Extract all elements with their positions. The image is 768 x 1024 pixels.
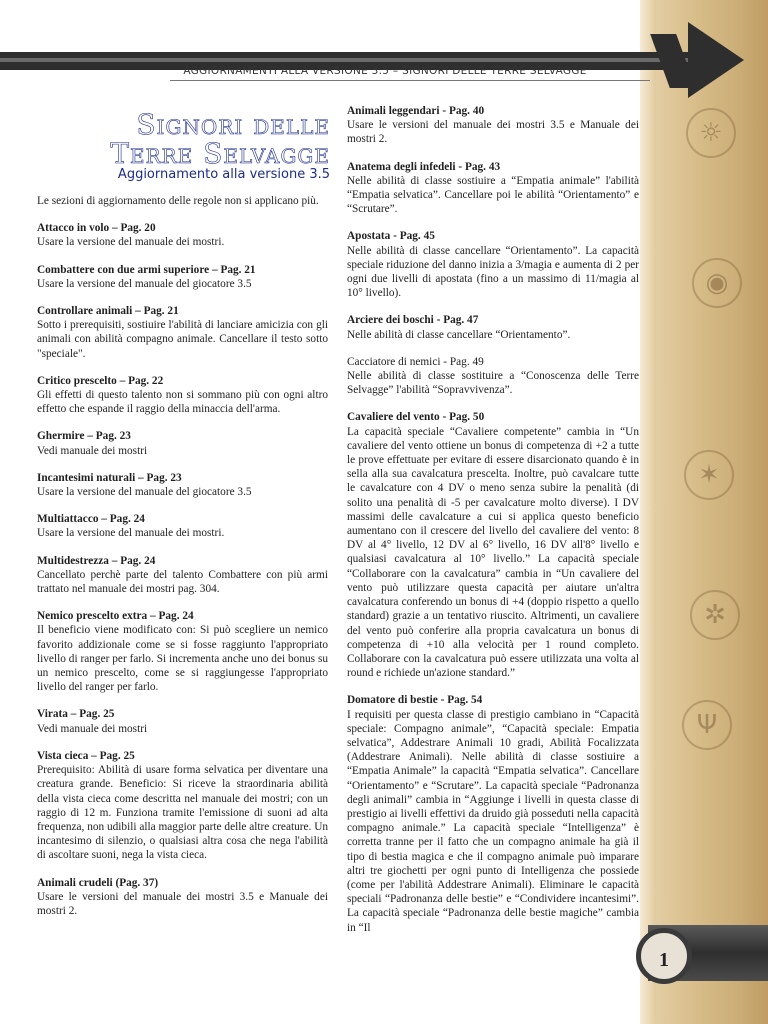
section-heading: Animali crudeli (Pag. 37) bbox=[37, 876, 159, 889]
section-entry bbox=[37, 429, 328, 457]
section-text: Le sezioni di aggiornamento delle regole non si applicano più. bbox=[37, 195, 319, 207]
left-column bbox=[37, 194, 328, 931]
arrow-head-icon bbox=[688, 22, 744, 98]
section-text: Usare le versioni del manuale dei mostri 3.5 e Manuale dei mostri 2. bbox=[37, 890, 328, 917]
page-title-line-2: Terre Selvagge bbox=[110, 137, 330, 170]
section-text: Nelle abilità di classe sostituire a “Conoscenza delle Terre Selvagge” l'abilità “Sopravvivenza”. bbox=[347, 370, 639, 397]
section-entry bbox=[347, 693, 639, 934]
section-text: I requisiti per questa classe di prestigio cambiano in “Capacità speciale: Compagno animale”, “Capacità speciale: Empatia selvatica”, Addestrare Animali 10 gradi, Abilità Focalizzata (Addestrare Animali). Nelle abilità di classe sostiuire a “Empatia Animale” la capacità “Empatia selvatica”. Cancellare “Orientamento” e “Scrutare”. La capacità speciale “Padronanza degli animali” cambia in “Aggiunge i livelli in questa classe di prestigio ai livelli effettivi da druido già posseduti nella capacità compagno animale.” La capacità speciale “Intelligenza” è corretta tranne per il fatto che un compagno animale ha già il tipo di bestia magica e che il compagno animale può imparare altri tre giochetti per ogni punto di Intelligenza che possiede (come per l'abilità Addestrare Animali). Eliminare le capacità speciali “Padronanza delle bestie” e “Condividere incantesimi”. La capacità speciale “Padronanza delle bestie magiche” cambia in “Il bbox=[347, 708, 639, 934]
section-text: Il beneficio viene modificato con: Si può scegliere un nemico favorito addizionale come se si fosse raggiunto l'appropriato livello di ranger per farlo. Si incrementa anche uno dei bonus su un nemico prescelto, come se si raggiungesse l'appropriato livello del ranger per farlo. bbox=[37, 624, 328, 694]
section-text: Vedi manuale dei mostri bbox=[37, 722, 148, 735]
section-entry bbox=[37, 554, 328, 597]
section-heading: Cacciatore di nemici - Pag. 49 bbox=[347, 355, 484, 368]
section-entry bbox=[347, 355, 639, 398]
section-heading: Nemico prescelto extra – Pag. 24 bbox=[37, 610, 194, 623]
running-title: AGGIORNAMENTI ALLA VERSIONE 3.5 – SIGNORI DELLE TERRE SELVAGGE bbox=[183, 65, 587, 77]
section-heading: Critico prescelto – Pag. 22 bbox=[37, 374, 164, 387]
section-heading: Apostata - Pag. 45 bbox=[347, 230, 435, 243]
section-heading: Ghermire – Pag. 23 bbox=[37, 430, 131, 443]
section-heading: Attacco in volo – Pag. 20 bbox=[37, 222, 156, 235]
section-text: Usare la versione del manuale del giocatore 3.5 bbox=[37, 277, 252, 290]
section-entry bbox=[37, 609, 328, 694]
section-heading: Combattere con due armi superiore – Pag. 21 bbox=[37, 263, 256, 276]
section-heading: Animali leggendari - Pag. 40 bbox=[347, 105, 485, 117]
section-entry bbox=[37, 374, 328, 417]
star-rune-icon: ✶ bbox=[684, 450, 734, 500]
section-entry bbox=[37, 707, 328, 735]
section-text: Usare la versione del manuale del giocatore 3.5 bbox=[37, 486, 252, 499]
section-entry bbox=[37, 221, 328, 249]
section-text: Usare la versione del manuale dei mostri. bbox=[37, 527, 225, 540]
header-rule bbox=[170, 80, 650, 81]
sun-rune-icon: ☼ bbox=[686, 108, 736, 158]
section-heading: Incantesimi naturali – Pag. 23 bbox=[37, 471, 182, 484]
section-text: Gli effetti di questo talento non si sommano più con ogni altro effetto che espande il raggio della minaccia dell'arma. bbox=[37, 389, 328, 416]
section-heading: Multiattacco – Pag. 24 bbox=[37, 513, 145, 526]
section-text: Cancellato perchè parte del talento Combattere con più armi trattato nel manuale dei mostri pag. 304. bbox=[37, 568, 328, 596]
section-entry bbox=[37, 749, 328, 863]
page-title-line-1: Signori delle bbox=[136, 108, 330, 141]
section-heading: Domatore di bestie - Pag. 54 bbox=[347, 694, 483, 707]
section-text: Vedi manuale dei mostri bbox=[37, 444, 148, 457]
eye-rune-icon: ◉ bbox=[692, 258, 742, 308]
section-entry bbox=[37, 304, 328, 361]
section-entry bbox=[347, 229, 639, 300]
section-text: Prerequisito: Abilità di usare forma selvatica per diventare una creatura grande. Beneficio: Si riceve la straordinaria abilità della vista cieca come descritta nel manuale dei mostri; con un raggio di 12 m. Funziona tramite l'emissione di suoni ad alta frequenza, non udibili alla maggior parte delle altre creature. Un incantesimo di silenzio, o qualsiasi altra cosa che nega l'abilità di ascoltare suoni, nega la vista cieca. bbox=[37, 764, 328, 862]
page-title bbox=[40, 110, 330, 168]
right-column bbox=[347, 104, 639, 948]
section-entry bbox=[347, 410, 639, 680]
section-entry bbox=[347, 313, 639, 341]
wheel-rune-icon: ✲ bbox=[690, 590, 740, 640]
section-entry bbox=[347, 104, 639, 147]
section-entry bbox=[347, 160, 639, 217]
section-text: Usare la versione del manuale dei mostri. bbox=[37, 236, 225, 249]
section-entry bbox=[37, 471, 328, 499]
section-entry bbox=[37, 876, 328, 919]
section-entry bbox=[37, 194, 328, 208]
section-text: Sotto i prerequisiti, sostiuire l'abilità di lanciare amicizia con gli animali con abilità compagno animale. Cancellare il testo sotto "speciale". bbox=[37, 319, 328, 360]
page-number: 1 bbox=[659, 949, 669, 971]
section-heading: Cavaliere del vento - Pag. 50 bbox=[347, 411, 485, 424]
section-heading: Multidestrezza – Pag. 24 bbox=[37, 554, 156, 567]
section-entry bbox=[37, 263, 328, 291]
branch-rune-icon: Ψ bbox=[682, 700, 732, 750]
section-heading: Arciere dei boschi - Pag. 47 bbox=[347, 314, 479, 327]
section-text: La capacità speciale “Cavaliere competente” cambia in “Un cavaliere del vento ottiene un bonus di competenza di +2 a tutte le prove effettuate per evitare di essere disarcionato quando è in sella alla sua cavalcatura prescelta. Inoltre, può cavalcare tutte le cavalcature con 4 DV o meno senza subire la penalità (di solito una penalità di -5 per cavalcature molto diverse). I DV massimi delle cavalcature a cui si applica questo beneficio aumentano con il crescere del livello del cavaliere del vento: 8 DV al 4° livello, 12 DV al 6° livello, 16 DV all'8° livello e qualsiasi cavalcatura al 10° livello.” La capacità speciale “Collaborare con la cavalcatura” cambia in “Un cavaliere del vento può utilizzare questa capacità per aiutare un'altra cavalcatura conferendo un bonus di +4 (doppio rispetto a quello standard) grazie a un tentativo riuscito. Altrimenti, un cavaliere del vento può conferire alla propria cavalcatura un bonus di competenza di +10 alla velocità per 1 round completo. Collaborare con la cavalcatura può essere utilizzata una volta al round e richiede un'azione standard.” bbox=[347, 425, 639, 680]
section-heading: Anatema degli infedeli - Pag. 43 bbox=[347, 160, 501, 173]
section-heading: Vista cieca – Pag. 25 bbox=[37, 749, 135, 762]
parchment-border bbox=[640, 0, 768, 1024]
section-entry bbox=[37, 512, 328, 540]
section-text: Nelle abilità di classe cancellare “Orientamento”. La capacità speciale riduzione del danno inizia a 3/magia e aumenta di 2 per ogni due livelli di apostata (fino a un massimo di 11/magia al 10° livello). bbox=[347, 244, 639, 300]
section-heading: Virata – Pag. 25 bbox=[37, 708, 115, 721]
section-text: Nelle abilità di classe cancellare “Orientamento”. bbox=[347, 328, 571, 341]
section-heading: Controllare animali – Pag. 21 bbox=[37, 305, 179, 318]
page-subtitle: Aggiornamento alla versione 3.5 bbox=[117, 167, 330, 182]
section-text: Nelle abilità di classe sostiuire a “Empatia animale” l'abilità “Empatia selvatica”. Cancellare poi le abilità “Orientamento” e “Scrutare”. bbox=[347, 174, 639, 216]
section-text: Usare le versioni del manuale dei mostri 3.5 e Manuale dei mostri 2. bbox=[347, 119, 639, 146]
